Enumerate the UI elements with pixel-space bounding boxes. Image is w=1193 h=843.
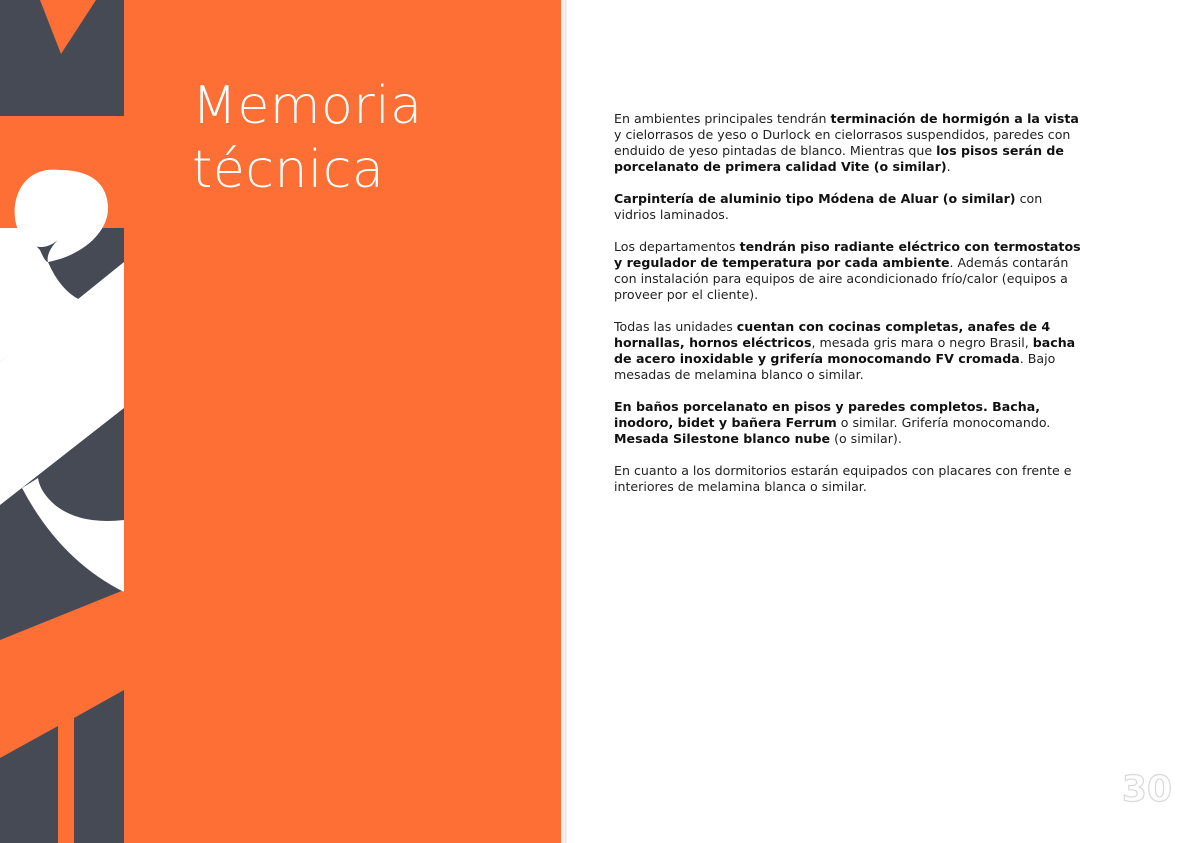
text-run: o similar. Grifería monocomando. — [836, 415, 1051, 430]
title-line-2: técnica — [192, 140, 385, 200]
bold-run: cuentan con cocinas completas, anafes de 4 hornallas, hornos eléctricos — [614, 319, 1051, 350]
bold-run: terminación de hormigón a la vista — [830, 111, 1079, 126]
bold-run: En baños porcelanato en pisos y paredes completos. Bacha, inodoro, bidet y bañera Ferrum — [614, 399, 1040, 430]
page-title — [192, 74, 423, 202]
bold-run: Carpintería de aluminio tipo Módena de Aluar (o similar) — [614, 191, 1016, 206]
dark-bottom-right — [74, 690, 124, 843]
page-gutter — [561, 0, 567, 843]
dark-m-shape — [0, 0, 124, 116]
text-run: En cuanto a los dormitorios estarán equipados con placares con frente e interiores de melamina blanca o similar. — [614, 463, 1072, 494]
paragraph — [614, 239, 1084, 303]
bold-run: Mesada Silestone blanco nube — [614, 431, 831, 446]
bold-run: tendrán piso radiante eléctrico con termostatos y regulador de temperatura por cada ambiente — [614, 239, 1081, 270]
page-number: 30 — [1121, 769, 1172, 810]
paragraph — [614, 111, 1084, 175]
body-text — [614, 111, 1084, 511]
dark-bottom-left — [0, 726, 58, 843]
text-run: con vidrios laminados. — [614, 191, 1043, 222]
decorative-letter-shapes — [0, 0, 130, 843]
orange-cover-panel — [0, 0, 561, 843]
text-run: , mesada gris mara o negro Brasil, — [811, 335, 1033, 350]
title-line-1: Memoria — [192, 76, 423, 136]
paragraph — [614, 399, 1084, 447]
bold-run: los pisos serán de porcelanato de primera calidad Vite (o similar) — [614, 143, 1064, 174]
text-run: Todas las unidades — [614, 319, 737, 334]
bold-run: bacha de acero inoxidable y grifería monocomando FV cromada — [614, 335, 1076, 366]
paragraph — [614, 319, 1084, 383]
text-run: . Además contarán con instalación para equipos de aire acondicionado frío/calor (equipos a proveer por el cliente). — [614, 255, 1069, 302]
paragraph — [614, 463, 1084, 495]
text-run: y cielorrasos de yeso o Durlock en cielorrasos suspendidos, paredes con enduido de yeso pintadas de blanco. Mientras que — [614, 127, 1071, 158]
paragraph — [614, 191, 1084, 223]
text-run: (o similar). — [830, 431, 902, 446]
text-run: . — [946, 159, 951, 174]
text-run: . Bajo mesadas de melamina blanco o similar. — [614, 351, 1056, 382]
text-run: Los departamentos — [614, 239, 740, 254]
text-run: En ambientes principales tendrán — [614, 111, 831, 126]
